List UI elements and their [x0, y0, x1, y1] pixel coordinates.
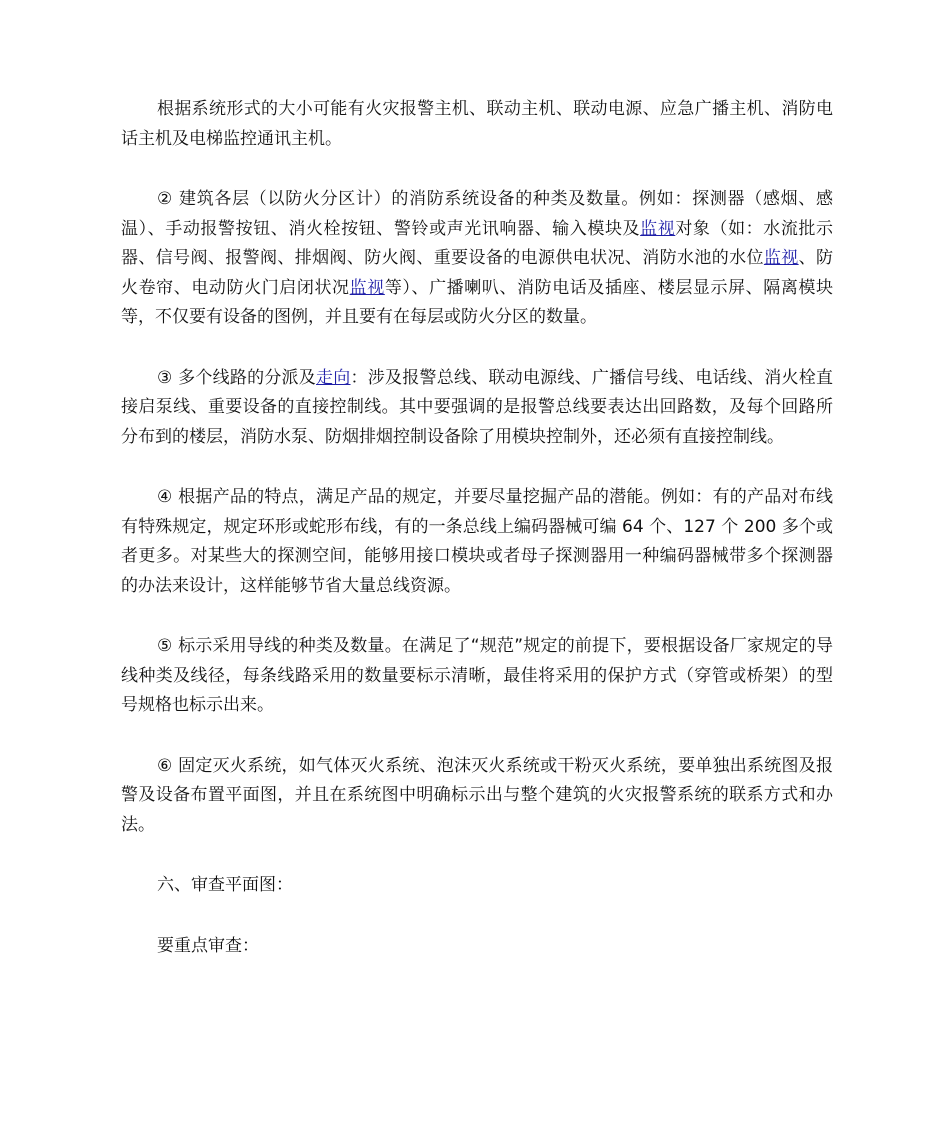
paragraph-2-text-b: 对象（如：水流批示器、信号阀、报警阀、排烟阀、防火阀、重要设备的电源供电状况、消防水池的水位: [121, 218, 834, 268]
key-review-text: 要重点审查：: [157, 935, 259, 956]
document-body: [121, 95, 833, 992]
section-heading-plan-review: [121, 871, 833, 901]
paragraph-3: [121, 364, 833, 453]
paragraph-3-text-a: ③ 多个线路的分派及: [157, 367, 317, 388]
paragraph-2: [121, 185, 833, 333]
paragraph-4-text: ④ 根据产品的特点，满足产品的规定，并要尽量挖掘产品的潜能。例如：有的产品对布线有特殊规定，规定环形或蛇形布线，有的一条总线上编码器械可编 64 个、127 个 200 多个或者更多。对某些大的探测空间，能够用接口模块或者母子探测器用一种编码器械带多个探测器的办法来设计，这样能够节省大量总线资源。: [121, 487, 833, 596]
paragraph-2-text-c: 、防火卷帘、电动防火门启闭状况: [121, 248, 833, 298]
paragraph-2-text-a: ② 建筑各层（以防火分区计）的消防系统设备的种类及数量。例如：探测器（感烟、感温）、手动报警按钮、消火栓按钮、警铃或声光讯响器、输入模块及: [121, 189, 833, 239]
direction-link[interactable]: 走向: [316, 367, 351, 388]
paragraph-2-text-d: 等）、广播喇叭、消防电话及插座、楼层显示屏、隔离模块等，不仅要有设备的图例，并且要有在每层或防火分区的数量。: [121, 277, 834, 327]
monitor-link-3[interactable]: 监视: [349, 277, 385, 298]
paragraph-3-text-b: ：涉及报警总线、联动电源线、广播信号线、电话线、消火栓直接启泵线、重要设备的直接控制线。其中要强调的是报警总线要表达出回路数，及每个回路所分布到的楼层，消防水泵、防烟排烟控制设备除了用模块控制外，还必须有直接控制线。: [121, 367, 833, 447]
monitor-link-1[interactable]: 监视: [640, 218, 676, 239]
section-heading-text: 六、审查平面图：: [157, 875, 293, 895]
paragraph-6-text: ⑥ 固定灭火系统，如气体灭火系统、泡沫灭火系统或干粉灭火系统，要单独出系统图及报警及设备布置平面图，并且在系统图中明确标示出与整个建筑的火灾报警系统的联系方式和办法。: [121, 755, 833, 835]
paragraph-5: [121, 632, 833, 721]
paragraph-5-text: ⑤ 标示采用导线的种类及数量。在满足了“规范”规定的前提下，要根据设备厂家规定的导线种类及线径，每条线路采用的数量要标示清晰，最佳将采用的保护方式（穿管或桥架）的型号规格也标示出来。: [121, 636, 833, 715]
paragraph-1-text: 根据系统形式的大小可能有火灾报警主机、联动主机、联动电源、应急广播主机、消防电话主机及电梯监控通讯主机。: [121, 99, 833, 149]
paragraph-6: [121, 752, 833, 841]
paragraph-4: [121, 483, 833, 601]
paragraph-1: [121, 95, 833, 154]
monitor-link-2[interactable]: 监视: [763, 248, 799, 268]
key-review-heading: [121, 932, 833, 962]
